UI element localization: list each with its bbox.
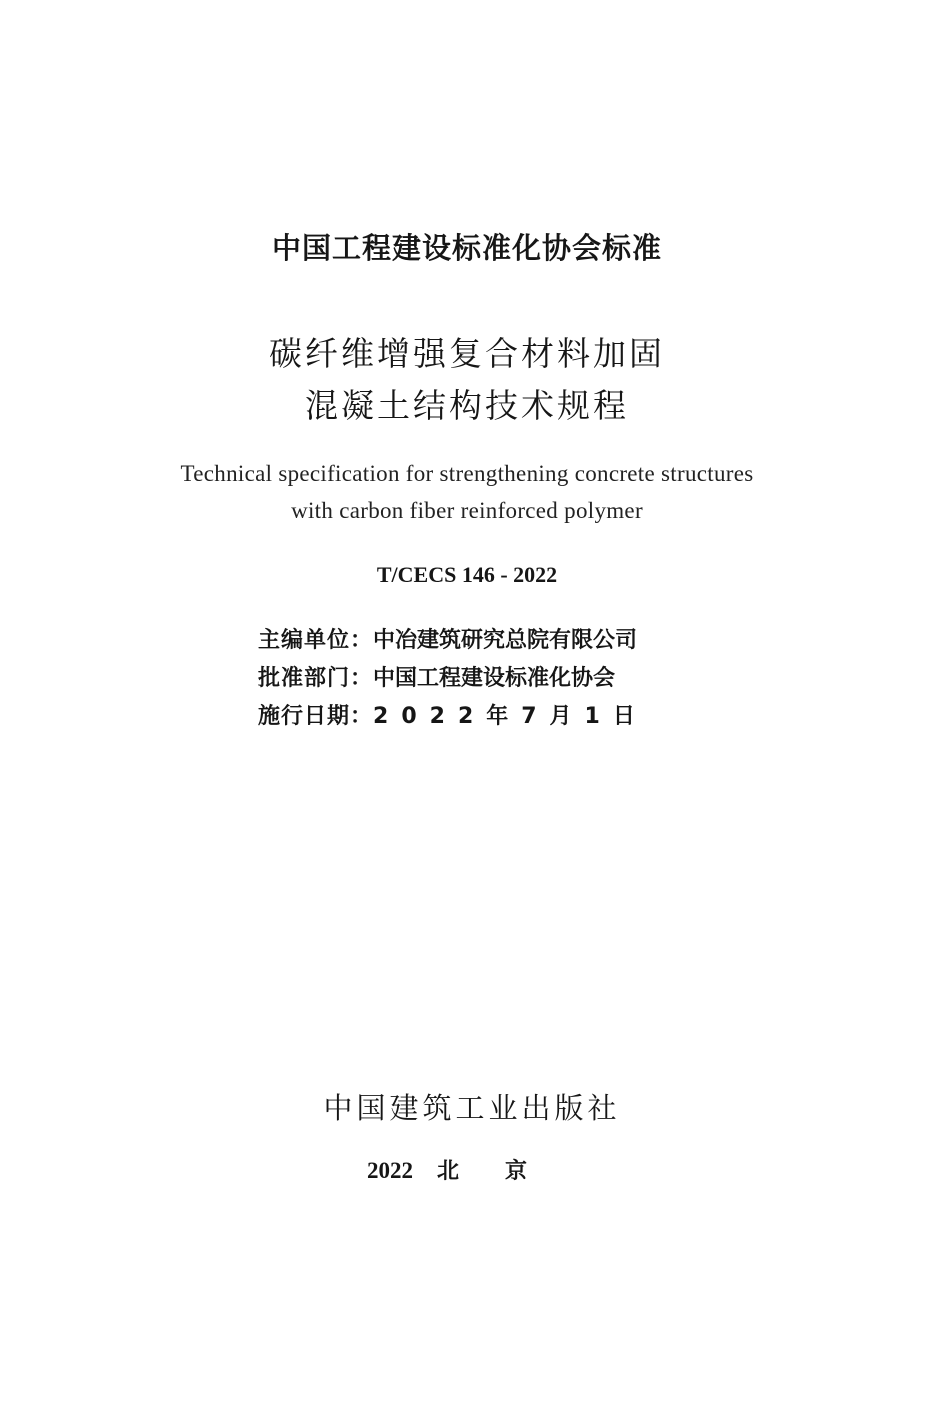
standard-metadata	[258, 622, 648, 736]
approver-label: 批准部门：	[258, 666, 374, 691]
editor-value: 中冶建筑研究总院有限公司	[373, 628, 638, 653]
english-title-line-2: with carbon fiber reinforced polymer	[291, 498, 643, 523]
publication-year: 2022	[366, 1158, 413, 1183]
effective-date-row	[258, 698, 648, 736]
publication-year-place	[0, 1155, 940, 1188]
publication-city: 北京	[436, 1159, 573, 1184]
english-title	[0, 455, 934, 529]
standard-code: T/CECS 146 - 2022	[376, 562, 558, 587]
chinese-title-line-1: 碳纤维增强复合材料加固	[269, 334, 665, 373]
chinese-title-line-2: 混凝土结构技术规程	[305, 386, 629, 425]
approver-row	[258, 660, 648, 698]
approver-value: 中国工程建设标准化协会	[373, 666, 616, 691]
effective-date-value: 2022年7月1日	[373, 704, 648, 729]
association-standard-heading: 中国工程建设标准化协会标准	[271, 231, 662, 265]
english-title-line-1: Technical specification for strengthening concrete structures	[180, 461, 754, 486]
publisher-name: 中国建筑工业出版社	[323, 1091, 621, 1125]
editor-label: 主编单位：	[258, 628, 374, 653]
chinese-title	[0, 328, 934, 432]
effective-date-label: 施行日期：	[258, 704, 374, 729]
editor-row	[258, 622, 648, 660]
